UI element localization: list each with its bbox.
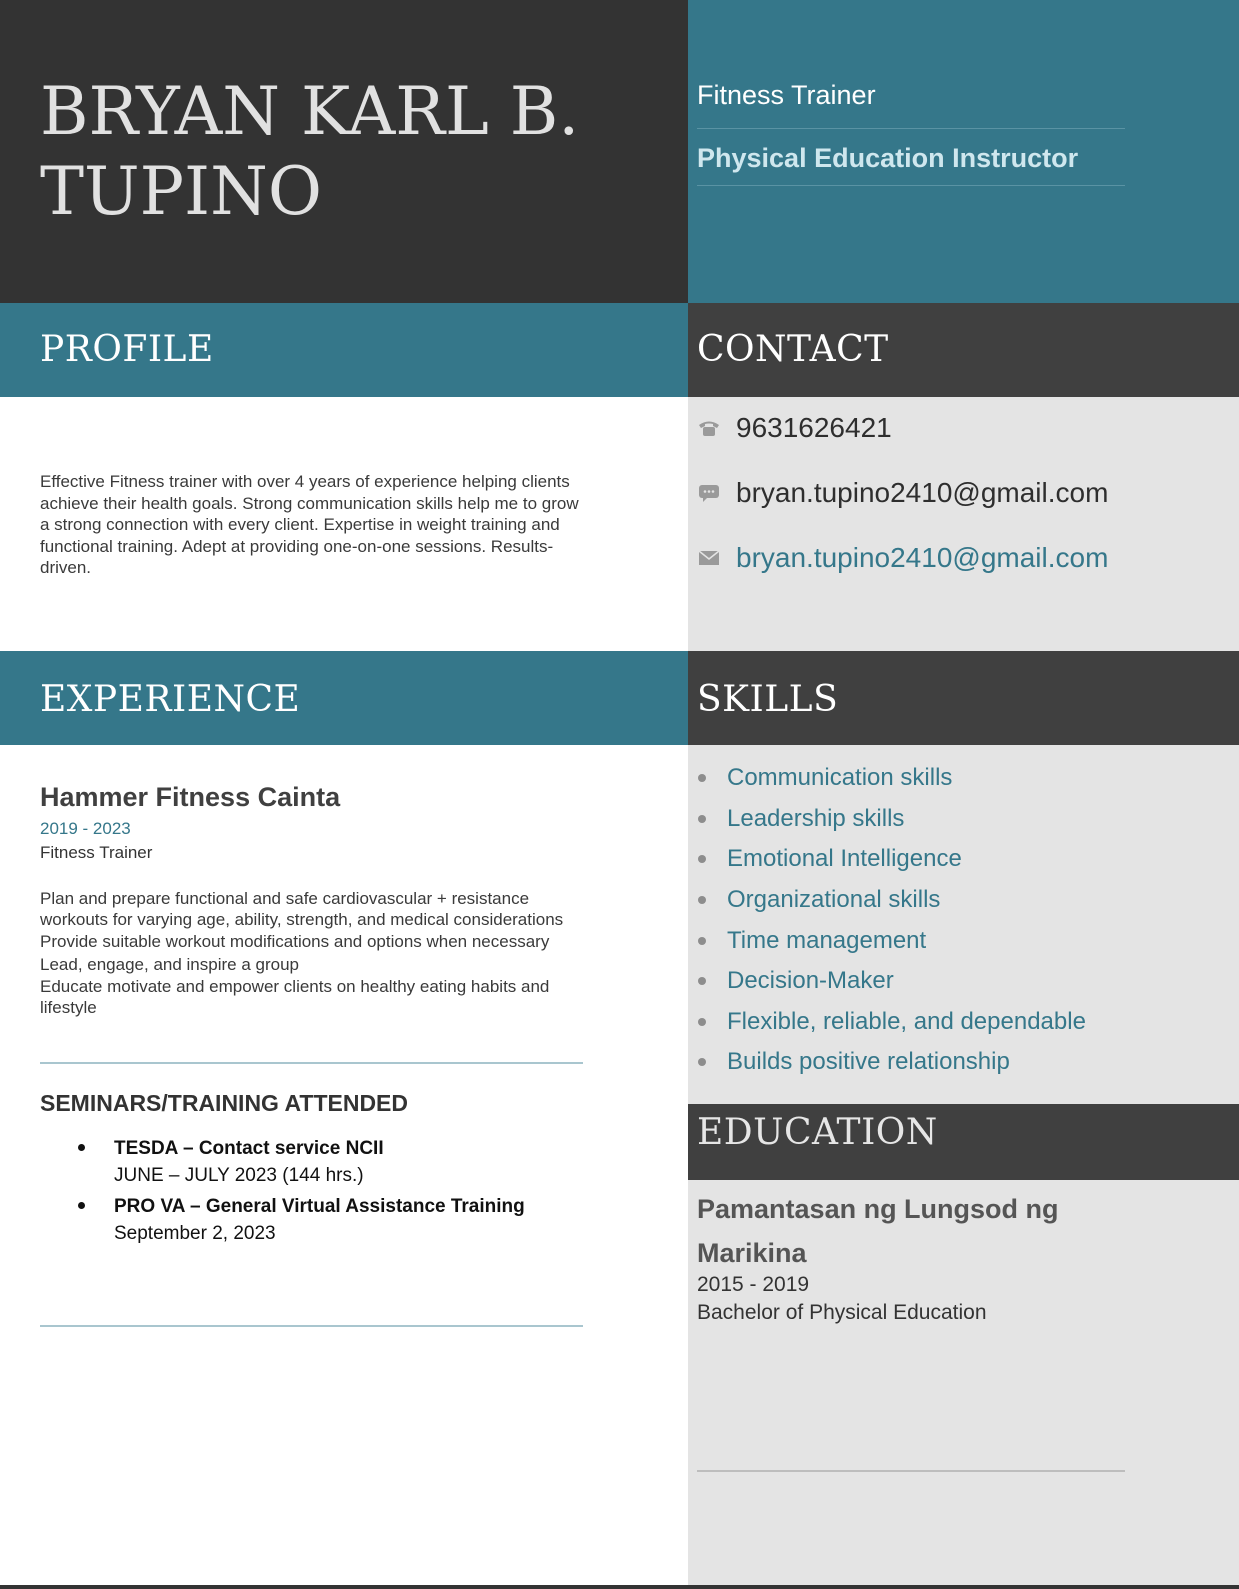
experience-company: Hammer Fitness Cainta — [40, 782, 341, 812]
seminar-name: TESDA – Contact service NCII — [114, 1138, 384, 1159]
skill-item — [697, 839, 1086, 880]
bullet-icon — [698, 896, 706, 904]
contact-chat-row — [697, 473, 1108, 513]
bullet-icon — [698, 977, 706, 985]
skill-item — [697, 920, 1086, 961]
skill-item — [697, 799, 1086, 840]
experience-role: Fitness Trainer — [40, 843, 153, 862]
skill-item — [697, 961, 1086, 1002]
education-years: 2015 - 2019 — [697, 1273, 810, 1296]
skill-label: Builds positive relationship — [727, 1048, 1010, 1076]
seminar-date: JUNE – JULY 2023 (144 hrs.) — [114, 1165, 364, 1186]
duty-item: Provide suitable workout modifications and options when necessary — [40, 932, 550, 951]
education-school: Pamantasan ng Lungsod ng Marikina — [697, 1194, 1059, 1268]
profile-band — [0, 303, 688, 397]
candidate-name — [40, 72, 660, 232]
name-line-1: BRYAN KARL B. — [40, 73, 580, 150]
skill-label: Decision-Maker — [727, 967, 894, 995]
experience-heading: EXPERIENCE — [40, 679, 301, 720]
seminar-name: PRO VA – General Virtual Assistance Training — [114, 1196, 525, 1217]
bullet-icon — [698, 815, 706, 823]
name-line-2: TUPINO — [40, 153, 322, 230]
bullet-icon — [78, 1144, 85, 1151]
title-divider — [697, 185, 1125, 186]
skill-label: Emotional Intelligence — [727, 845, 962, 873]
education-divider — [697, 1470, 1125, 1472]
contact-heading: CONTACT — [697, 329, 889, 370]
email-link[interactable]: bryan.tupino2410@gmail.com — [736, 542, 1109, 573]
chat-handle: bryan.tupino2410@gmail.com — [736, 477, 1109, 508]
education-degree: Bachelor of Physical Education — [697, 1301, 987, 1324]
bullet-icon — [698, 1018, 706, 1026]
seminar-item — [76, 1136, 636, 1190]
skill-label: Flexible, reliable, and dependable — [727, 1007, 1086, 1035]
duty-item: Lead, engage, and inspire a group — [40, 954, 299, 974]
bullet-icon — [698, 1058, 706, 1066]
experience-duties — [40, 889, 585, 1020]
job-title-secondary: Physical Education Instructor — [697, 143, 1079, 173]
phone-number: 9631626421 — [736, 412, 892, 443]
skill-label: Organizational skills — [727, 886, 941, 914]
bullet-icon — [78, 1202, 85, 1209]
education-heading: EDUCATION — [697, 1112, 938, 1153]
seminar-date: September 2, 2023 — [114, 1223, 276, 1244]
envelope-icon — [697, 546, 721, 570]
contact-phone-row — [697, 408, 892, 448]
skill-label: Time management — [727, 926, 927, 954]
bullet-icon — [698, 774, 706, 782]
seminars-heading: SEMINARS/TRAINING ATTENDED — [40, 1090, 408, 1116]
phone-icon — [697, 416, 721, 440]
skill-item — [697, 1002, 1086, 1043]
seminars-divider — [40, 1325, 583, 1327]
skill-item — [697, 758, 1086, 799]
page-bottom-border — [0, 1585, 1239, 1589]
job-title-primary: Fitness Trainer — [697, 80, 876, 110]
experience-years: 2019 - 2023 — [40, 819, 131, 838]
contact-band — [688, 303, 1239, 397]
bullet-icon — [698, 855, 706, 863]
duty-item: Plan and prepare functional and safe cardiovascular + resistance workouts for varying age, ability, strength, and medical considerations — [40, 889, 564, 929]
chat-bubble-icon — [697, 481, 721, 505]
skills-band — [688, 651, 1239, 745]
experience-divider — [40, 1062, 583, 1064]
profile-summary: Effective Fitness trainer with over 4 years of experience helping clients achieve their health goals. Strong communication skills help me to grow a strong connection with every client. Expertise in weight training and functional training. Adept at providing one-on-one sessions. Results-driven. — [40, 472, 579, 577]
profile-heading: PROFILE — [40, 329, 214, 370]
skill-item — [697, 1042, 1086, 1083]
duty-item: Educate motivate and empower clients on healthy eating habits and lifestyle — [40, 977, 550, 1017]
skills-list — [697, 758, 1086, 1083]
contact-email-row[interactable] — [697, 538, 1108, 578]
experience-band — [0, 651, 688, 745]
skill-item — [697, 880, 1086, 921]
skills-heading: SKILLS — [697, 679, 839, 720]
bullet-icon — [698, 937, 706, 945]
seminars-list — [76, 1136, 636, 1252]
title-divider — [697, 128, 1125, 129]
skill-label: Communication skills — [727, 764, 953, 792]
skill-label: Leadership skills — [727, 804, 905, 832]
seminar-item — [76, 1194, 636, 1248]
education-band — [688, 1104, 1239, 1180]
